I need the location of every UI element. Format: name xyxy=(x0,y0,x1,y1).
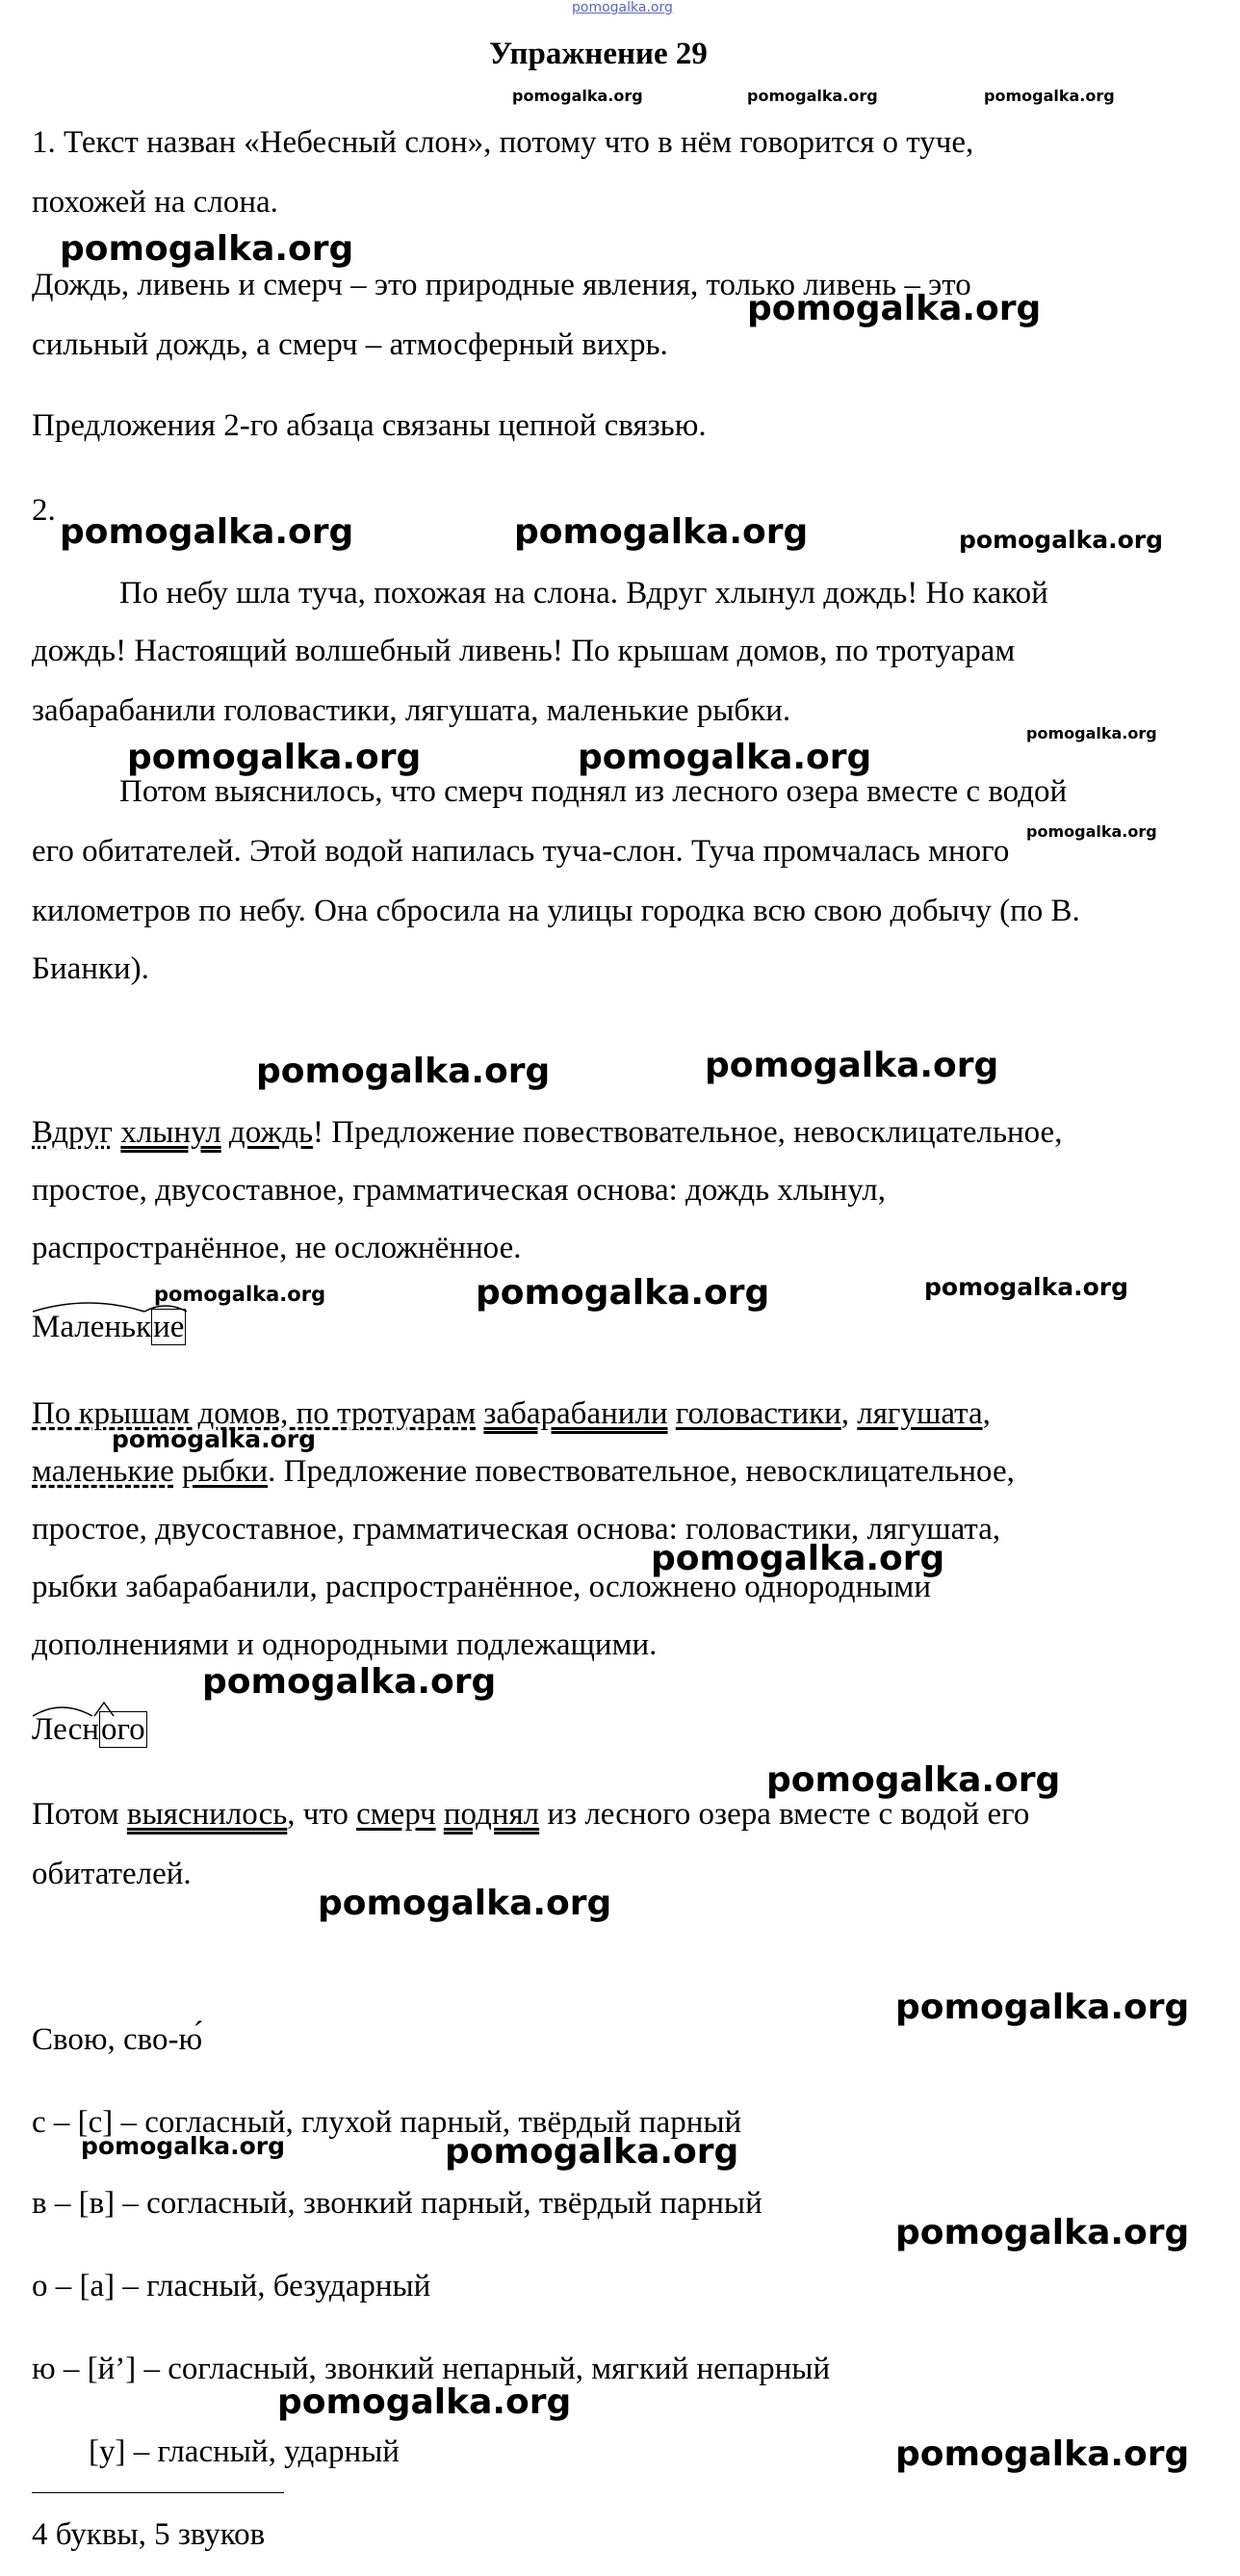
watermark: pomogalka.org xyxy=(81,2132,286,2160)
phonetic-line-4: ю – [й’] – согласный, звонкий непарный, мягкий непарный xyxy=(32,2352,831,2386)
watermark: pomogalka.org xyxy=(256,1052,551,1091)
subject-word-1: головастики xyxy=(675,1396,841,1431)
analysis1-line1 xyxy=(32,1113,1062,1152)
phonetic-line-2: в – [в] – согласный, звонкий парный, твёрдый парный xyxy=(32,2186,762,2221)
answer1-line4: сильный дождь, а смерч – атмосферный вихрь. xyxy=(32,327,668,362)
analysis3-a: Потом xyxy=(32,1797,127,1832)
answer1-line5: Предложения 2-го абзаца связаны цепной связью. xyxy=(32,408,707,443)
phonetic-line-3: о – [а] – гласный, безударный xyxy=(32,2269,431,2303)
analysis3-f: из лесного озера вместе с водой его xyxy=(539,1797,1030,1832)
watermark: pomogalka.org xyxy=(514,512,809,552)
morph2-word xyxy=(32,1710,147,1749)
watermark: pomogalka.org xyxy=(984,87,1115,105)
watermark: pomogalka.org xyxy=(766,1760,1061,1800)
subject-word: дождь xyxy=(228,1115,314,1150)
watermark: pomogalka.org xyxy=(445,2132,739,2172)
watermark: pomogalka.org xyxy=(476,1273,770,1313)
subject-word: смерч xyxy=(356,1797,436,1832)
text-p1-line1: По небу шла туча, похожая на слона. Вдруг хлынул дождь! Но какой xyxy=(119,576,1048,611)
watermark: pomogalka.org xyxy=(747,289,1042,328)
analysis1-line2: простое, двусоставное, грамматическая основа: дождь хлынул, xyxy=(32,1173,886,1208)
morph1-word xyxy=(32,1308,186,1346)
analysis3-line2: обитателей. xyxy=(32,1857,192,1891)
watermark: pomogalka.org xyxy=(747,87,878,105)
analysis1-line3: распространённое, не осложнённое. xyxy=(32,1231,522,1265)
watermark: pomogalka.org xyxy=(895,1988,1190,2027)
answer1-line3: Дождь, ливень и смерч – это природные явления, только ливень – это xyxy=(32,268,971,302)
analysis3-c: , что xyxy=(287,1797,357,1832)
watermark: pomogalka.org xyxy=(60,229,354,269)
watermark: pomogalka.org xyxy=(959,526,1164,554)
analysis2-line2 xyxy=(32,1452,1015,1491)
watermark: pomogalka.org xyxy=(202,1662,497,1702)
watermark: pomogalka.org xyxy=(895,2434,1190,2474)
watermark: pomogalka.org xyxy=(895,2213,1190,2252)
analysis1-rest: ! Предложение повествовательное, невосклицательное, xyxy=(313,1115,1063,1150)
watermark: pomogalka.org xyxy=(1026,724,1157,742)
phonetic-summary: 4 буквы, 5 звуков xyxy=(32,2517,266,2552)
watermark: pomogalka.org xyxy=(924,1273,1129,1301)
analysis2-line1: По крышам домов, по тротуарам забарабанили головастики, лягушата, xyxy=(32,1396,991,1431)
subject-word-2: лягушата xyxy=(857,1396,983,1431)
phonetic-word: Свою, сво-ю́ xyxy=(32,2022,203,2057)
text-p1-line3: забарабанили головастики, лягушата, маленькие рыбки. xyxy=(32,693,791,728)
subject-word-3: рыбки xyxy=(182,1454,269,1489)
divider xyxy=(32,2492,284,2493)
morph1-stem: Маленьк xyxy=(32,1310,152,1344)
watermark: pomogalka.org xyxy=(1026,822,1157,841)
text-p1-line2: дождь! Настоящий волшебный ливень! По крышам домов, по тротуарам xyxy=(32,634,1016,668)
text-p2-line2: его обитателей. Этой водой напилась туча-слон. Туча промчалась много xyxy=(32,834,1010,869)
answer2-number: 2. xyxy=(32,493,56,528)
morph2-ending: ого xyxy=(100,1712,145,1747)
predicate-word: забарабанили xyxy=(483,1396,668,1431)
watermark: pomogalka.org xyxy=(318,1884,612,1923)
watermark: pomogalka.org xyxy=(512,87,643,105)
morph1-ending: ие xyxy=(153,1310,185,1344)
morph2-stem: Лесн xyxy=(32,1712,99,1747)
text-p2-line4: Бианки). xyxy=(32,951,149,986)
attribute-word: маленькие xyxy=(32,1454,174,1489)
predicate-word-1: выяснилось xyxy=(126,1797,288,1832)
watermark: pomogalka.org xyxy=(651,1539,945,1578)
adverbial-phrase: По крышам домов, по тротуарам xyxy=(32,1396,477,1431)
watermark: pomogalka.org xyxy=(60,512,354,552)
analysis2-rest: . Предложение повествовательное, невосклицательное, xyxy=(268,1454,1015,1489)
watermark: pomogalka.org xyxy=(578,738,872,777)
watermark: pomogalka.org xyxy=(127,738,422,777)
adverbial-word: Вдруг xyxy=(32,1115,114,1150)
text-p2-line3: километров по небу. Она сбросила на улицы городка всю свою добычу (по В. xyxy=(32,894,1080,928)
analysis2-line3: простое, двусоставное, грамматическая основа: головастики, лягушата, xyxy=(32,1512,1001,1547)
answer1-line1: 1. Текст назван «Небесный слон», потому что в нём говорится о туче, xyxy=(32,125,974,160)
page-title: Упражнение 29 xyxy=(489,37,708,71)
predicate-word-2: поднял xyxy=(443,1797,540,1832)
watermark: pomogalka.org xyxy=(277,2382,572,2422)
answer1-line2: похожей на слона. xyxy=(32,185,278,220)
watermark: pomogalka.org xyxy=(705,1046,999,1085)
analysis2-line4: рыбки забарабанили, распространённое, осложнено однородными xyxy=(32,1570,931,1604)
predicate-word: хлынул xyxy=(120,1115,221,1150)
analysis2-line5: дополнениями и однородными подлежащими. xyxy=(32,1627,658,1662)
analysis3-line1 xyxy=(32,1795,1029,1834)
watermark: pomogalka.org xyxy=(154,1283,326,1306)
phonetic-line-5: [у] – гласный, ударный xyxy=(89,2434,400,2469)
phonetic-line-1: с – [с] – согласный, глухой парный, твёрдый парный xyxy=(32,2105,742,2140)
watermark: pomogalka.org xyxy=(112,1425,317,1453)
site-link[interactable]: pomogalka.org xyxy=(572,0,673,15)
text-p2-line1: Потом выяснилось, что смерч поднял из лесного озера вместе с водой xyxy=(119,774,1068,809)
